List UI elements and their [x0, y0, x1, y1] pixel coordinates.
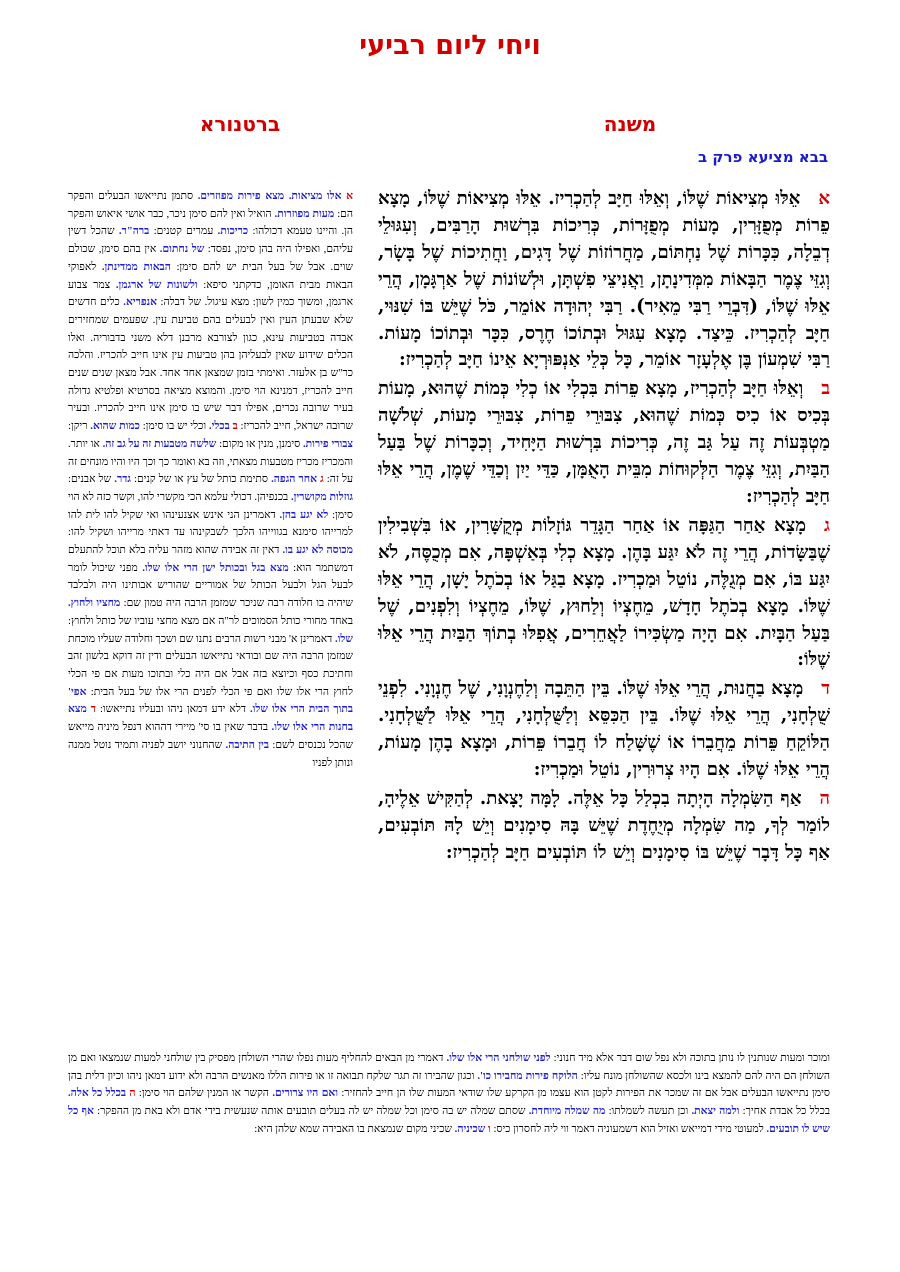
- commentary-text: בדבר שאין בו סי' מיירי דההוא דנפל מיניה מייאש שהכל נכנסים לשם:: [68, 721, 353, 751]
- commentary-mishna-letter: ג: [316, 473, 324, 486]
- commentary-text: שכיני מקום שנמצאת בו האבידה שמא שלהן היא:: [254, 1122, 455, 1135]
- commentary-text: בכנפיהן. דכולי עלמא הכי מקשרי להו, וקשר כזה לא הוי סימן:: [68, 490, 353, 521]
- dibbur-hamatchil: כמות שהוא.: [90, 420, 140, 433]
- dibbur-hamatchil: ואם היו צרורים.: [272, 1087, 338, 1100]
- dibbur-hamatchil: שלו.: [335, 632, 353, 645]
- mishna-text: וְאֵלּוּ חַיָּב לְהַכְרִיז, מָצָא פֵרוֹת בִּכְלִי אוֹ כְלִי כְּמוֹת שֶׁהוּא, מָעוֹת בְּכִיס אוֹ כִיס כְּמוֹת שֶׁהוּא, צִבּוּרֵי פֵרוֹת, צִבּוּרֵי מָעוֹת, שְׁלֹשָׁה מַטְבְּעוֹת זֶה עַל גַּב זֶה, כְּרִיכוֹת בִּרְשׁוּת הַיָּחִיד, וְכִכָּרוֹת שֶׁל בַּעַל הַבַּיִת, וְגִזֵּי צֶמֶר הַלְּקוּחוֹת מִבֵּית הָאֻמָּן, כַּדֵּי יַיִן וְכַדֵּי שֶׁמֶן, הֲרֵי אֵלּוּ חַיָּב לְהַכְרִיז:: [378, 378, 830, 507]
- commentary-text: דאמרינן א' מבני רשות הרבים נתנו שם ושכך וחלודה שעליו מוכחת שמזמן הרבה היה שם ובודאי נתייאשו הבעלים ודין זה דוקא בלשון זהב וחתיכת כסף וכיוצא בזה אבל אם היה כלי ובתוכו מעות אם פי הכלי לחוץ הרי אלו שלו ואם פי הכלי לפנים הרי אלו של בעל הבית:: [68, 632, 353, 698]
- commentary-text: וכן תעשה לשמלתו:: [605, 1105, 692, 1118]
- commentary-mishna-letter: ב: [229, 420, 238, 433]
- mishna-header: משנה: [603, 112, 657, 136]
- mishna-text: אַף הַשִּׂמְלָה הָיְתָה בִכְלַל כָּל אֵלֶּה. לָמָּה יָצָאת. לְהַקִּישׁ אֵלֶיהָ, לוֹמַר לְךָ, מַה שִּׂמְלָה מְיֻחֶדֶת שֶׁיֵּשׁ בָּהּ סִימָנִים וְיֵשׁ לָהּ תּוֹבְעִים, אַף כָּל דָּבָר שֶׁיֵּשׁ בּוֹ סִימָנִים וְיֵשׁ לוֹ תּוֹבְעִים חַיָּב לְהַכְרִיז:: [378, 787, 830, 863]
- commentary-text: שהכל דשין עליהם, ואפילו היה בהן סימן, נפסד:: [68, 225, 353, 256]
- dibbur-hamatchil: צבורי פירות.: [302, 437, 353, 450]
- mishna-number: ג: [823, 514, 830, 536]
- dibbur-hamatchil: בכלי.: [208, 420, 230, 433]
- commentary-text: הקשר או המנין שלהם הוי סימן:: [135, 1087, 273, 1100]
- mishna-paragraph: [378, 186, 830, 374]
- mishna-paragraph: [378, 376, 830, 511]
- dibbur-hamatchil: לא יגע בהן.: [279, 508, 329, 521]
- commentary-text: או יותר. והמכריז מכריז מטבעות מצאתי, וזה בא ואומר כך וכך היו והיו מונחים זה על זה:: [68, 437, 353, 486]
- commentary-mishna-letter: ו: [485, 1122, 491, 1135]
- mishna-text: מָצָא בַחֲנוּת, הֲרֵי אֵלּוּ שֶׁלּוֹ. בֵּין הַתֵּבָה וְלַחֶנְוָנִי, שֶׁל חֶנְוָנִי. לִפְנֵי שֻׁלְחָנִי, הֲרֵי אֵלּוּ שֶׁלּוֹ. בֵּין הַכִּסֵּא וְלַשֻּׁלְחָנִי, הֲרֵי אֵלּוּ לַשֻּׁלְחָנִי. הַלּוֹקֵחַ פֵּרוֹת מֵחֲבֵרוֹ אוֹ שֶׁשָּׁלַח לוֹ חֲבֵרוֹ פֵּרוֹת, וּמָצָא בָהֶן מָעוֹת, הֲרֵי אֵלּוּ שֶׁלּוֹ. אִם הָיוּ צְרוּרִין, נוֹטֵל וּמַכְרִיז:: [378, 678, 830, 781]
- dibbur-hamatchil: מצא בגל ובכותל ישן הרי אלו שלו.: [142, 561, 289, 574]
- dibbur-hamatchil: שכיניה.: [454, 1122, 486, 1135]
- commentary-mishna-letter: א: [341, 190, 353, 202]
- page-title: ויחי ליום רביעי: [359, 30, 541, 61]
- mishna-paragraph: [378, 676, 830, 784]
- commentary-text: וכגון שהבירו זה תגר שלקח תבואה זו או פירות הללו מאנשים הרבה ולא ידוע דמאן ניהו וכיון דלית בהן סימן נתייאשו הבעלים אבל אם זה שמכר את הפירות לקטן הוא עצמו מן הקרקע שלו שודאי המעות שלו הן חייב להחזיר:: [68, 1069, 831, 1100]
- dibbur-hamatchil: מה שמלה מיוחדת.: [528, 1105, 606, 1118]
- mishna-text-column: [378, 186, 830, 869]
- commentary-text: סימנן, מנין או מקום:: [216, 437, 303, 450]
- dibbur-hamatchil: שלשה מטבעות זה על גב זה.: [102, 437, 217, 450]
- dibbur-hamatchil: בכלל כל אלה.: [68, 1087, 126, 1100]
- dibbur-hamatchil: אנפריא.: [123, 296, 158, 309]
- dibbur-hamatchil: בין התיבה.: [225, 738, 270, 751]
- commentary-text: הואיל ואין להם סימן ניכר, כבר אושי איאוש והפקר הן. והיינו טעמא דכולהו:: [68, 207, 353, 238]
- bartenura-header: ברטנורא: [199, 112, 281, 136]
- dibbur-hamatchil: אפי' בתוך הבית הרי אלו שלו.: [68, 685, 353, 716]
- dibbur-hamatchil: הבאות ממדינתן.: [101, 260, 171, 273]
- commentary-text: וכלי יש בו סימן:: [139, 420, 209, 433]
- commentary-text: שסתם שמלה יש בה סימן וכל שמלה יש לה בעלים תובעים אותה שנעשית בידי אדם ולא באת מן ההפקר:: [93, 1105, 529, 1118]
- chapter-label: בבא מציעא פרק ב: [698, 148, 828, 166]
- commentary-text: ריקן:: [68, 420, 91, 433]
- dibbur-hamatchil: לפני שולחני הרי אלו שלו.: [446, 1052, 551, 1064]
- commentary-text: דלא ידע דמאן ניהו ובעליו נתייאשו:: [95, 703, 250, 716]
- commentary-text: דאמרינן הני אינש אצנעינהו ואי שקיל להו לית להו למרייהו סימנא בגווייהו הלכך לשבקינהו עד דאתי מרייהו ושקיל להו:: [68, 508, 353, 539]
- dibbur-hamatchil: אלו מציאות. מצא פירות מפוזרים.: [197, 190, 342, 202]
- commentary-text: למעוטי מידי דמייאש ואזיל הוא דשמעוניה דאמר ווי ליה לחסרון כיס:: [490, 1122, 767, 1135]
- dibbur-hamatchil: מחציו ולחוץ.: [68, 597, 121, 610]
- mishna-text: אֵלּוּ מְצִיאוֹת שֶׁלּוֹ, וְאֵלּוּ חַיָּב לְהַכְרִיז. אֵלּוּ מְצִיאוֹת שֶׁלּוֹ, מָצָא פֵרוֹת מְפֻזָּרִין, מָעוֹת מְפֻזָּרוֹת, כְּרִיכוֹת בִּרְשׁוּת הָרַבִּים, וְעִגּוּלֵי דְבֵלָה, כִּכָּרוֹת שֶׁל נַחְתּוֹם, מַחֲרוֹזוֹת שֶׁל דָּגִים, וַחֲתִיכוֹת שֶׁל בָּשָׂר, וְגִזֵּי צֶמֶר הַבָּאוֹת מִמְּדִינָתָן, וַאֲנִיצֵי פִשְׁתָּן, וּלְשׁוֹנוֹת שֶׁל אַרְגָּמָן, הֲרֵי אֵלּוּ שֶׁלּוֹ, (דִּבְרֵי רַבִּי מֵאִיר). רַבִּי יְהוּדָה אוֹמֵר, כֹּל שֶׁיֵּשׁ בּוֹ שִׁנּוּי, חַיָּב לְהַכְרִיז. כֵּיצַד. מָצָא עִגּוּל וּבְתוֹכוֹ חֶרֶס, כִּכָּר וּבְתוֹכוֹ מָעוֹת. רַבִּי שִׁמְעוֹן בֶּן אֶלְעָזָר אוֹמֵר, כָּל כְּלֵי אַנְפּוּרְיָא אֵינוֹ חַיָּב לְהַכְרִיז:: [378, 188, 830, 371]
- commentary-text: בכלל כל אבדת אחיך:: [739, 1105, 830, 1118]
- mishna-paragraph: [378, 513, 830, 674]
- dibbur-hamatchil: אחר הגפה.: [271, 473, 317, 486]
- commentary-mishna-letter: ד: [86, 703, 96, 716]
- dibbur-hamatchil: גוזלות מקושרין.: [290, 490, 353, 503]
- commentary-text: דאין זה אבידה שהוא מזהר עליה בלא תוכל להתעלם דמשתמר הוא:: [68, 544, 353, 574]
- dibbur-hamatchil: ולשונות של ארגמן.: [115, 278, 198, 291]
- dibbur-hamatchil: כריכות.: [217, 225, 249, 238]
- commentary-text: לאפוקי הבאות מבית האומן, כדקתני סיפא:: [68, 260, 353, 291]
- dibbur-hamatchil: מעות מפוזרות.: [274, 207, 335, 220]
- mishna-text: מָצָא אַחַר הַגַּפָּה אוֹ אַחַר הַגָּדֵר גּוֹזָלוֹת מְקֻשָּׁרִין, אוֹ בִּשְׁבִילִין שֶׁבַּשָּׂדוֹת, הֲרֵי זֶה לֹא יִגַּע בָּהֶן. מָצָא כְלִי בְּאַשְׁפָּה, אִם מְכֻסֶּה, לֹא יִגַּע בּוֹ, אִם מְגֻלֶּה, נוֹטֵל וּמַכְרִיז. מָצָא בַגַּל אוֹ בְכֹתֶל יָשָׁן, הֲרֵי אֵלּוּ שֶׁלּוֹ. מָצָא בְכֹתֶל חָדָשׁ, מֵחֶצְיוֹ וְלַחוּץ, שֶׁלּוֹ, מֵחֶצְיוֹ וְלִפְנִים, שֶׁל בַּעַל הַבָּיִת. אִם הָיָה מַשְׂכִּירוֹ לַאֲחֵרִים, אֲפִלּוּ בְתוֹךְ הַבַּיִת הֲרֵי אֵלּוּ שֶׁלּוֹ:: [378, 514, 830, 671]
- bartenura-commentary-column: [68, 188, 353, 1048]
- commentary-text: סתמן נתייאשו הבעלים והפקר הם:: [68, 190, 353, 220]
- mishna-number: א: [818, 188, 830, 209]
- mishna-number: ה: [819, 787, 830, 809]
- bartenura-commentary-continuation: [68, 1050, 830, 1139]
- commentary-mishna-letter: ה: [126, 1087, 136, 1100]
- dibbur-hamatchil: אף כל שיש לו תובעים.: [68, 1105, 830, 1135]
- commentary-text: של אבנים:: [68, 473, 115, 486]
- dibbur-hamatchil: ברה"ר.: [118, 225, 150, 238]
- commentary-text: מפני שיכול לומר לבעל הגל ולבעל הכותל של אמוריים שהוריש אבותינו היה ולבלבד שיהיה בו חלודה רבה שניכר שמזמן הרבה היה טמון שם:: [68, 561, 353, 610]
- dibbur-hamatchil: מצא בחנות הרי אלו שלו.: [68, 703, 353, 734]
- dibbur-hamatchil: ולמה יצאת.: [691, 1105, 740, 1118]
- commentary-text: באחד מחורי כותל הסמוכים לר"ה אם מצא מחצי עוביו של כותל ולחוץ:: [68, 614, 353, 627]
- commentary-text: ומוכר ומעות שנותנין לו נותן בתוכה ולא נפל שום דבר אלא מיד חנוני:: [550, 1052, 830, 1064]
- dibbur-hamatchil: הלוקח פירות מחבירו כו'.: [477, 1069, 578, 1082]
- commentary-text: כלים חדשים שלא שבעתן העין ואין לבעלים בהם טביעת עין. שפעמים שמחזירים אבדה בטביעות עינא, כגון לצורבא מרבנן דלא משני בדבוריה. ואלו הכלים שידוע שאין לבעליהן בהן טביעות עין אינו חייב להכריז. והלכה כר"ש בן אלעזר. ואימתי בזמן שמצאן אחד אחד. אבל מצאן שנים שנים חייב להכריז, דמנינא הוי סימן. והמוצא מציאה בסרטיא ופלטיא גדולה בעיר שרובה נכרים, אפילו דבר שיש בו סימן אינו חייב להכריז. ובעיר שרובה ישראל, חייב להכריז:: [68, 296, 353, 433]
- commentary-text: עמרים קטנים:: [149, 225, 218, 238]
- dibbur-hamatchil: מכוסה לא יגע בו.: [282, 544, 353, 557]
- commentary-text: שהחנוני יושב לפניה ותמיד נוטל ממנה ונותן לפניו: [68, 738, 353, 769]
- mishna-paragraph: [378, 786, 830, 867]
- mishna-number: ד: [821, 678, 830, 700]
- commentary-text: דאמרי מן הבאים להחליף מעות נפלו שהרי השולחן מפסיק בין שולחני למעות שנמצאו ואם מן השולחן הם היה להם להמצא בינו ולכסא שהשולחן מונח עליו:: [68, 1052, 831, 1082]
- commentary-text: אין בהם סימן, שכולם שוים. אבל של בעל הבית יש להם סימן:: [68, 243, 353, 273]
- mishna-number: ב: [821, 378, 830, 400]
- commentary-text: צמר צבוע ארגמן, ומשוך כמין לשון: מצא עיגול. של דבלה:: [68, 278, 353, 309]
- dibbur-hamatchil: גדר.: [114, 473, 131, 486]
- commentary-text: סתימת כותל של עץ או של קנים:: [130, 473, 272, 486]
- dibbur-hamatchil: של נחתום.: [159, 243, 205, 256]
